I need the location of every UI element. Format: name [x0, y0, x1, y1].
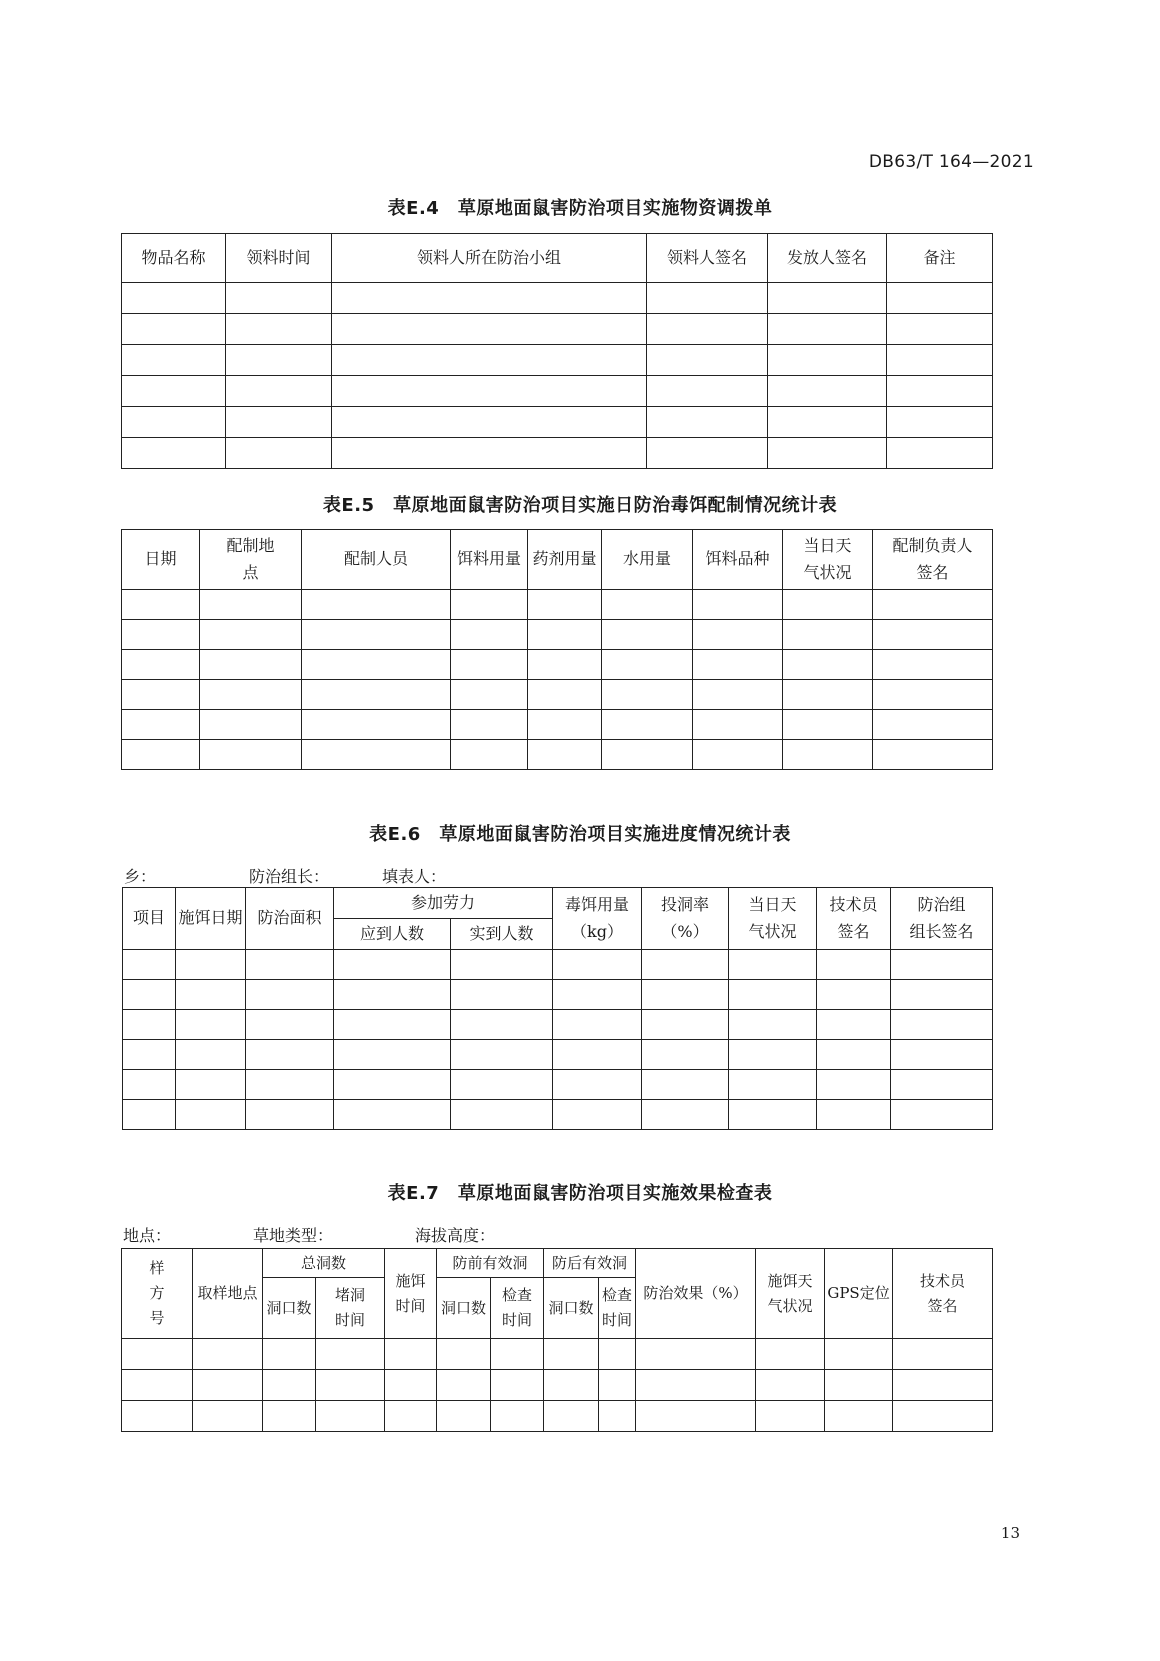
table-row [122, 620, 993, 650]
table-row [122, 283, 993, 314]
filler-label: 填表人： [382, 867, 447, 886]
header-feed-amount: 饵料用量 [451, 530, 528, 590]
location-label: 地点： [123, 1226, 172, 1245]
table-row [122, 1401, 993, 1432]
table-e6-title: 表E.6 草原地面鼠害防治项目实施进度情况统计表 [369, 824, 791, 845]
header-water-amount: 水用量 [602, 530, 693, 590]
header-gps: GPS定位 [825, 1249, 893, 1339]
header-sample-number: 样 方 号 [122, 1249, 193, 1339]
table-row [123, 1070, 993, 1100]
grass-type-label: 草地类型： [253, 1226, 334, 1245]
table-row [122, 740, 993, 770]
table-e6-meta [124, 864, 446, 887]
header-before-check-time: 检查 时间 [491, 1278, 544, 1339]
header-labor: 参加劳力 [334, 888, 553, 919]
table-row [122, 407, 993, 438]
header-hole-count: 洞口数 [263, 1278, 316, 1339]
header-area: 防治面积 [246, 888, 334, 950]
header-weather: 当日天气状况 [783, 530, 873, 590]
header-technician-sign: 技术员 签名 [893, 1249, 993, 1339]
header-sample-site: 取样地点 [193, 1249, 263, 1339]
header-item-name: 物品名称 [122, 234, 226, 283]
table-e4 [121, 233, 993, 469]
table-row [122, 345, 993, 376]
header-actual: 实到人数 [451, 919, 553, 950]
leader-label: 防治组长： [249, 867, 330, 886]
table-row [123, 950, 993, 980]
table-row [123, 1100, 993, 1130]
header-expected: 应到人数 [334, 919, 451, 950]
header-before-count: 洞口数 [437, 1278, 491, 1339]
header-remark: 备注 [887, 234, 993, 283]
header-after-valid-holes: 防后有效洞 [544, 1249, 636, 1278]
header-group: 领料人所在防治小组 [332, 234, 647, 283]
table-e4-header-row [122, 234, 993, 283]
header-bait-date: 施饵日期 [176, 888, 246, 950]
table-row [122, 650, 993, 680]
header-leader-sign: 防治组 组长签名 [891, 888, 993, 950]
header-after-check-time: 检查 时间 [599, 1278, 636, 1339]
table-e7 [121, 1248, 993, 1432]
header-drug-amount: 药剂用量 [528, 530, 602, 590]
standard-number: DB63/T 164—2021 [868, 152, 1034, 172]
header-receiver-sign: 领料人签名 [647, 234, 768, 283]
table-row [122, 710, 993, 740]
altitude-label: 海拔高度： [415, 1226, 496, 1245]
header-prep-leader-sign: 配制负责人签名 [873, 530, 993, 590]
table-e6 [122, 887, 993, 1130]
header-prep-staff: 配制人员 [302, 530, 451, 590]
header-bait-time: 施饵 时间 [385, 1249, 437, 1339]
table-e7-header-row-1 [122, 1249, 993, 1278]
table-row [122, 376, 993, 407]
header-technician-sign: 技术员 签名 [817, 888, 891, 950]
table-e4-title: 表E.4 草原地面鼠害防治项目实施物资调拨单 [387, 198, 773, 219]
header-prep-site: 配制地点 [200, 530, 302, 590]
header-issuer-sign: 发放人签名 [768, 234, 887, 283]
header-after-count: 洞口数 [544, 1278, 599, 1339]
header-block-time: 堵洞 时间 [316, 1278, 385, 1339]
table-e6-header-row-1 [123, 888, 993, 919]
page-number: 13 [1000, 1524, 1020, 1542]
header-before-valid-holes: 防前有效洞 [437, 1249, 544, 1278]
table-row [122, 680, 993, 710]
table-row [122, 1370, 993, 1401]
table-e7-meta [123, 1223, 495, 1246]
header-total-holes: 总洞数 [263, 1249, 385, 1278]
header-pick-time: 领料时间 [226, 234, 332, 283]
header-feed-variety: 饵料品种 [693, 530, 783, 590]
table-row [122, 314, 993, 345]
table-e7-title: 表E.7 草原地面鼠害防治项目实施效果检查表 [387, 1183, 773, 1204]
header-bait-amount: 毒饵用量 （kg） [553, 888, 642, 950]
header-hole-rate: 投洞率 （%） [642, 888, 729, 950]
header-weather: 当日天 气状况 [729, 888, 817, 950]
table-row [122, 438, 993, 469]
table-e5-title: 表E.5 草原地面鼠害防治项目实施日防治毒饵配制情况统计表 [322, 495, 838, 516]
header-date: 日期 [122, 530, 200, 590]
table-row [123, 1010, 993, 1040]
table-e5 [121, 529, 993, 770]
header-item: 项目 [123, 888, 176, 950]
table-row [122, 590, 993, 620]
header-bait-weather: 施饵天 气状况 [756, 1249, 825, 1339]
table-row [122, 1339, 993, 1370]
table-row [123, 980, 993, 1010]
table-e5-header-row [122, 530, 993, 590]
table-row [123, 1040, 993, 1070]
header-effect: 防治效果（%） [636, 1249, 756, 1339]
township-label: 乡： [124, 867, 157, 886]
